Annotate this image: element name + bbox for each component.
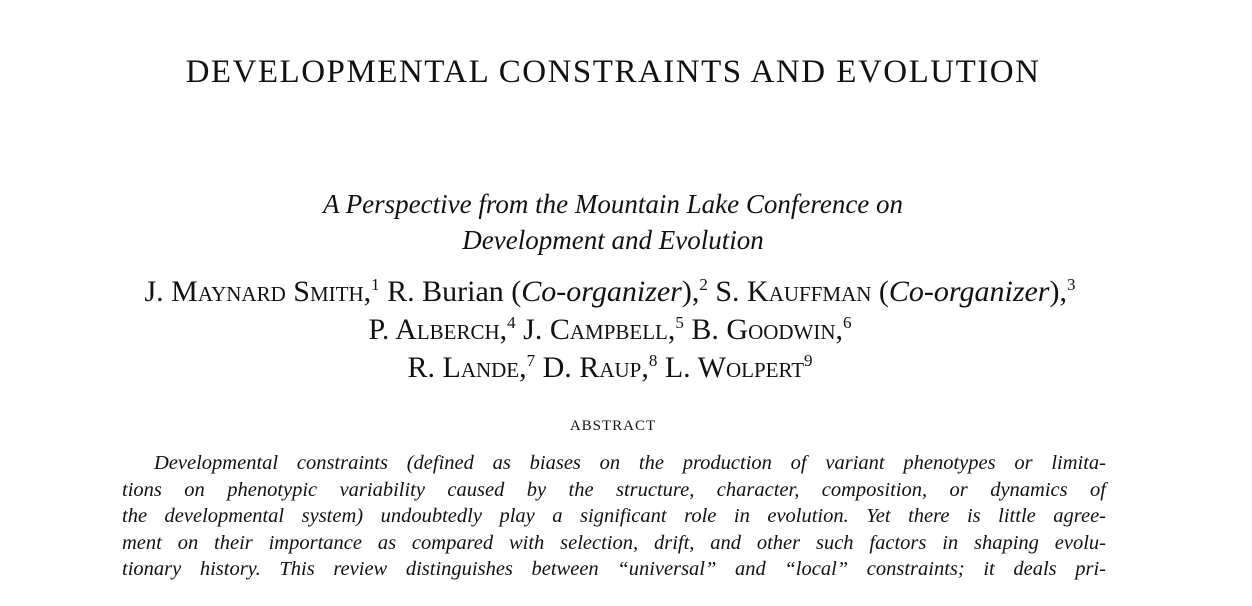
author-list (0, 273, 1220, 387)
paper-subtitle (0, 186, 1226, 258)
abstract-line: the developmental system) undoubtedly play a significant role in evolution. Yet there is little agree- (122, 505, 1106, 527)
affiliation-marker: 6 (843, 313, 852, 332)
abstract-line: ment on their importance as compared with selection, drift, and other such factors in shaping evolu- (122, 531, 1106, 554)
author-wolpert: L. Wolpert$^9$ (664, 351, 813, 384)
affiliation-marker: 8 (648, 351, 658, 370)
affiliation-marker: 9 (804, 351, 813, 370)
abstract-line: tionary history. This review distinguishes between “universal” and “local” constraints; it deals pri- (122, 558, 1106, 580)
author-row-2 (0, 311, 1220, 349)
author-row-1 (0, 273, 1220, 311)
author-role: Co-organizer (521, 275, 682, 308)
affiliation-marker: 4 (507, 313, 516, 332)
author-kauffman: S. Kauffman (Co-organizer),$^3$ (715, 275, 1076, 308)
author-role: Co-organizer (888, 275, 1050, 308)
paper-title: DEVELOPMENTAL CONSTRAINTS AND EVOLUTION (185, 54, 1041, 90)
affiliation-marker: 1 (371, 275, 380, 294)
affiliation-marker: 3 (1066, 275, 1076, 294)
author-burian: R. Burian (Co-organizer),$^2$ (387, 275, 708, 308)
abstract-body (122, 450, 1106, 583)
author-alberch: P. Alberch,$^4$ (368, 313, 516, 346)
abstract-heading: ABSTRACT (569, 418, 657, 434)
author-goodwin: B. Goodwin,$^6$ (691, 313, 852, 346)
subtitle-line-1: A Perspective from the Mountain Lake Conference on (322, 189, 904, 219)
affiliation-marker: 5 (675, 313, 684, 332)
affiliation-marker: 7 (526, 351, 536, 370)
abstract-line: tions on phenotypic variability caused by the structure, character, composition, or dynamics of (122, 478, 1106, 501)
author-maynard-smith: J. Maynard Smith,$^1$ (144, 275, 380, 308)
affiliation-marker: 2 (699, 275, 708, 294)
author-raup: D. Raup,$^8$ (542, 351, 658, 384)
author-lande: R. Lande,$^7$ (407, 351, 536, 384)
abstract-line: Developmental constraints (defined as biases on the production of variant phenotypes or limita- (154, 452, 1106, 474)
author-campbell: J. Campbell,$^5$ (523, 313, 684, 346)
author-row-3 (0, 349, 1220, 387)
subtitle-line-2: Development and Evolution (462, 225, 764, 255)
